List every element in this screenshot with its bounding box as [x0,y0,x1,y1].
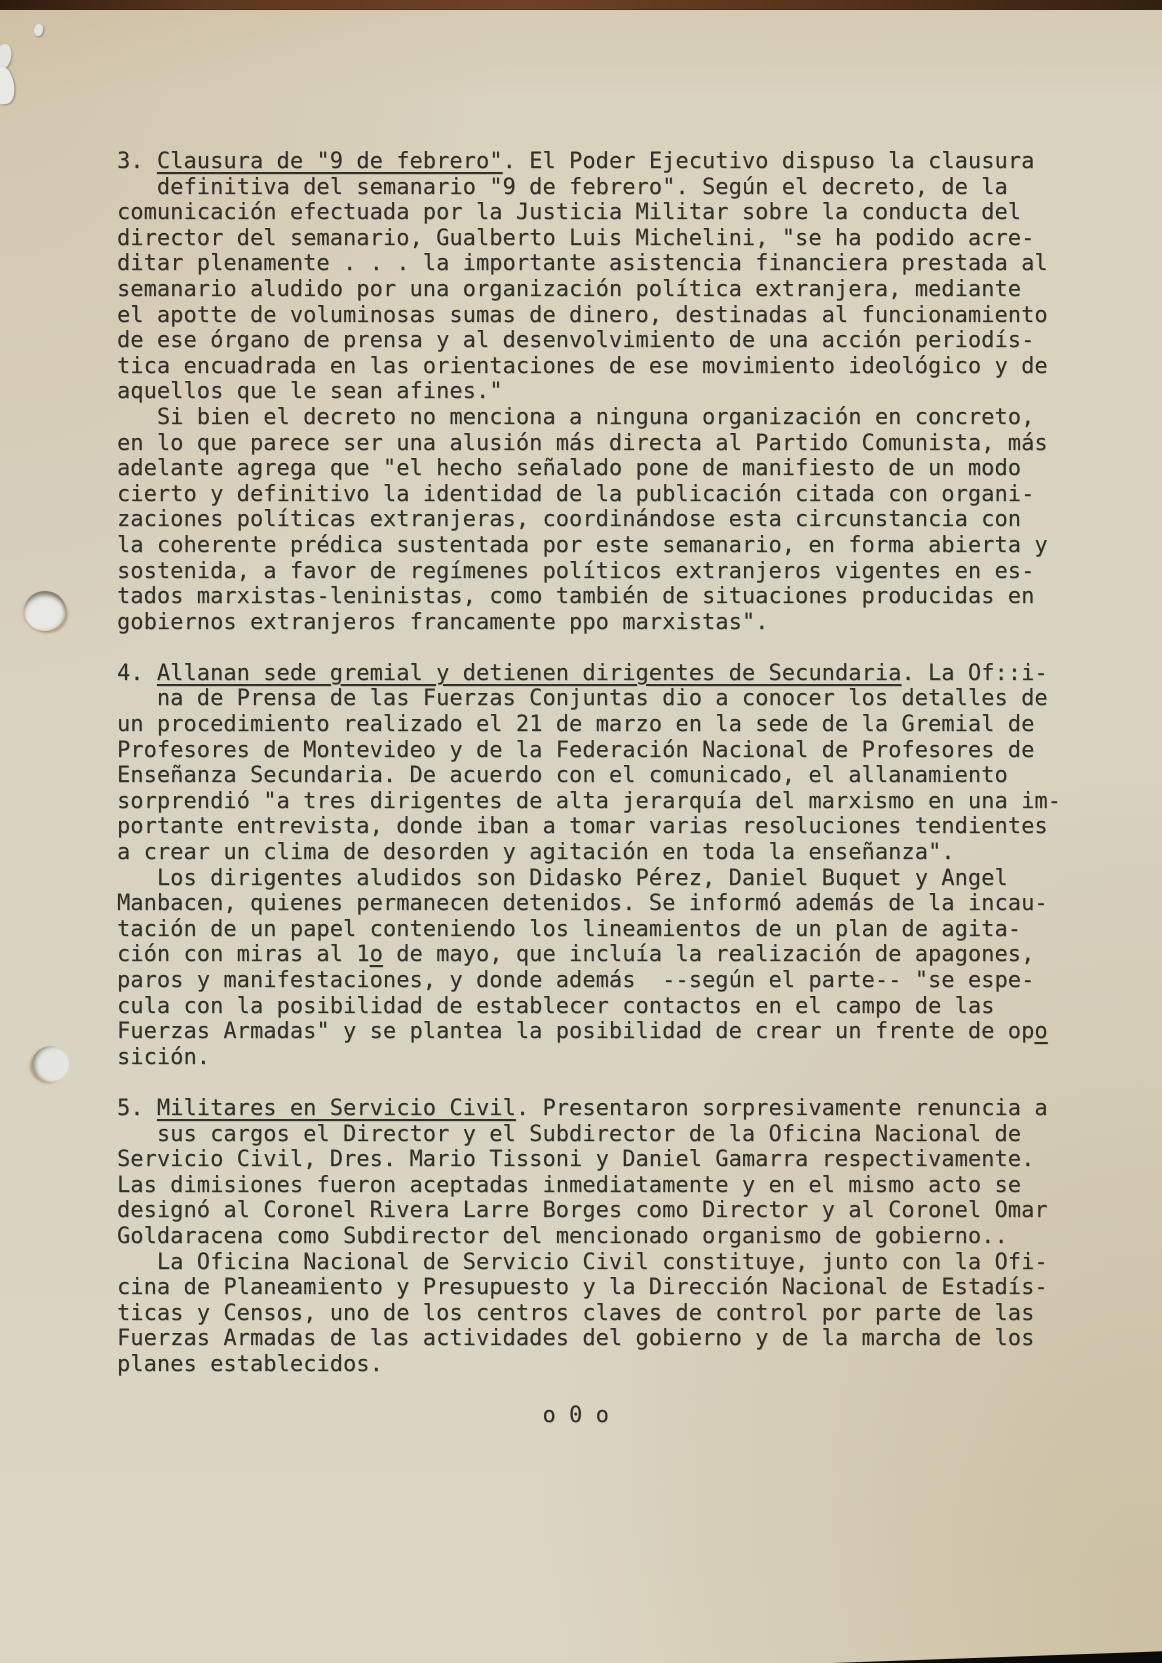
document-line: portante entrevista, donde iban a tomar varias resoluciones tendientes [117,814,1048,840]
document-line: sorprendió "a tres dirigentes de alta jerarquía del marxismo en una im- [117,788,1061,814]
document-line: Enseñanza Secundaria. De acuerdo con el comunicado, el allanamiento [117,763,1008,789]
document-line: o 0 o [117,1403,609,1429]
punch-hole [24,591,66,631]
document-line: sición. [117,1044,211,1070]
document-line: cierto y definitivo la identidad de la publicación citada con organi- [117,481,1035,507]
document-line: director del semanario, Gualberto Luis Michelini, "se ha podido acre- [117,225,1035,251]
document-line: ditar plenamente . . . la importante asistencia financiera prestada al [117,251,1048,277]
document-line: aquellos que le sean afines." [117,379,503,405]
scan-bottom-corner [832,1648,1162,1663]
scan-top-edge [0,0,1162,10]
paper-tear-mark [34,24,43,36]
document-line: tica encuadrada en las orientaciones de ese movimiento ideológico y de [117,353,1048,379]
document-line: tados marxistas-leninistas, como también de situaciones producidas en [117,584,1035,610]
document-line: la coherente prédica sustentada por este semanario, en forma abierta y [117,532,1048,558]
document-line: el apotte de voluminosas sumas de dinero, destinadas al funcionamiento [117,302,1048,328]
document-line: Goldaracena como Subdirector del mencionado organismo de gobierno.. [117,1223,1008,1249]
document-line: definitiva del semanario "9 de febrero". Según el decreto, de la [117,174,1008,200]
document-line: cula con la posibilidad de establecer contactos en el campo de las [117,993,995,1019]
document-line: comunicación efectuada por la Justicia Militar sobre la conducta del [117,200,1022,226]
document-line: Si bien el decreto no menciona a ninguna organización en concreto, [117,404,1035,430]
document-line: planes establecidos. [117,1351,383,1377]
document-line: Los dirigentes aludidos son Didasko Pérez, Daniel Buquet y Angel [117,865,1008,891]
document-line: cina de Planeamiento y Presupuesto y la Dirección Nacional de Estadís- [117,1275,1048,1301]
document-line: zaciones políticas extranjeras, coordinándose esta circunstancia con [117,507,1022,533]
document-line: Fuerzas Armadas" y se plantea la posibilidad de crear un frente de opo [117,1019,1048,1045]
document-line: Manbacen, quienes permanecen detenidos. Se informó además de la incau- [117,891,1048,917]
document-line: sus cargos el Director y el Subdirector de la Oficina Nacional de [117,1121,1022,1147]
punch-hole [32,1046,69,1082]
document-line: un procedimiento realizado el 21 de marzo en la sede de la Gremial de [117,712,1035,738]
document-line: de ese órgano de prensa y al desenvolvimiento de una acción periodís- [117,328,1035,354]
document-line [117,1378,1117,1404]
document-line: en lo que parece ser una alusión más directa al Partido Comunista, más [117,430,1048,456]
document-line: 3. Clausura de "9 de febrero". El Poder Ejecutivo dispuso la clausura [117,149,1035,174]
document-line: La Oficina Nacional de Servicio Civil constituye, junto con la Ofi- [117,1249,1048,1275]
document-line: 5. Militares en Servicio Civil. Presentaron sorpresivamente renuncia a [117,1095,1048,1121]
document-line: tación de un papel conteniendo los lineamientos de un plan de agita- [117,916,1022,942]
document-line: gobiernos extranjeros francamente ppo marxistas". [117,609,769,635]
document-line: sostenida, a favor de regímenes políticos extranjeros vigentes en es- [117,558,1035,584]
document-line: paros y manifestaciones, y donde además --según el parte-- "se espe- [117,968,1035,993]
document-line: semanario aludido por una organización política extranjera, mediante [117,276,1022,302]
document-line: designó al Coronel Rivera Larre Borges como Director y al Coronel Omar [117,1198,1048,1224]
document-line: 4. Allanan sede gremial y detienen dirigentes de Secundaria. La Of::i- [117,660,1048,686]
paper-tear-mark [0,65,17,105]
document-line [117,635,1117,661]
document-line [117,1070,1117,1096]
document-line: ticas y Censos, uno de los centros claves de control por parte de las [117,1300,1035,1326]
document-line: Servicio Civil, Dres. Mario Tissoni y Daniel Gamarra respectivamente. [117,1147,1035,1173]
document-line: Profesores de Montevideo y de la Federación Nacional de Profesores de [117,737,1035,763]
document-line: Las dimisiones fueron aceptadas inmediatamente y en el mismo acto se [117,1172,1022,1198]
document-line: Fuerzas Armadas de las actividades del gobierno y de la marcha de los [117,1326,1035,1352]
document-line: a crear un clima de desorden y agitación en toda la enseñanza". [117,840,955,866]
document-line: adelante agrega que "el hecho señalado pone de manifiesto de un modo [117,456,1022,482]
document-text [117,149,1117,1429]
document-line: na de Prensa de las Fuerzas Conjuntas dio a conocer los detalles de [117,686,1048,712]
document-line: ción con miras al 1o de mayo, que incluía la realización de apagones, [117,942,1035,968]
